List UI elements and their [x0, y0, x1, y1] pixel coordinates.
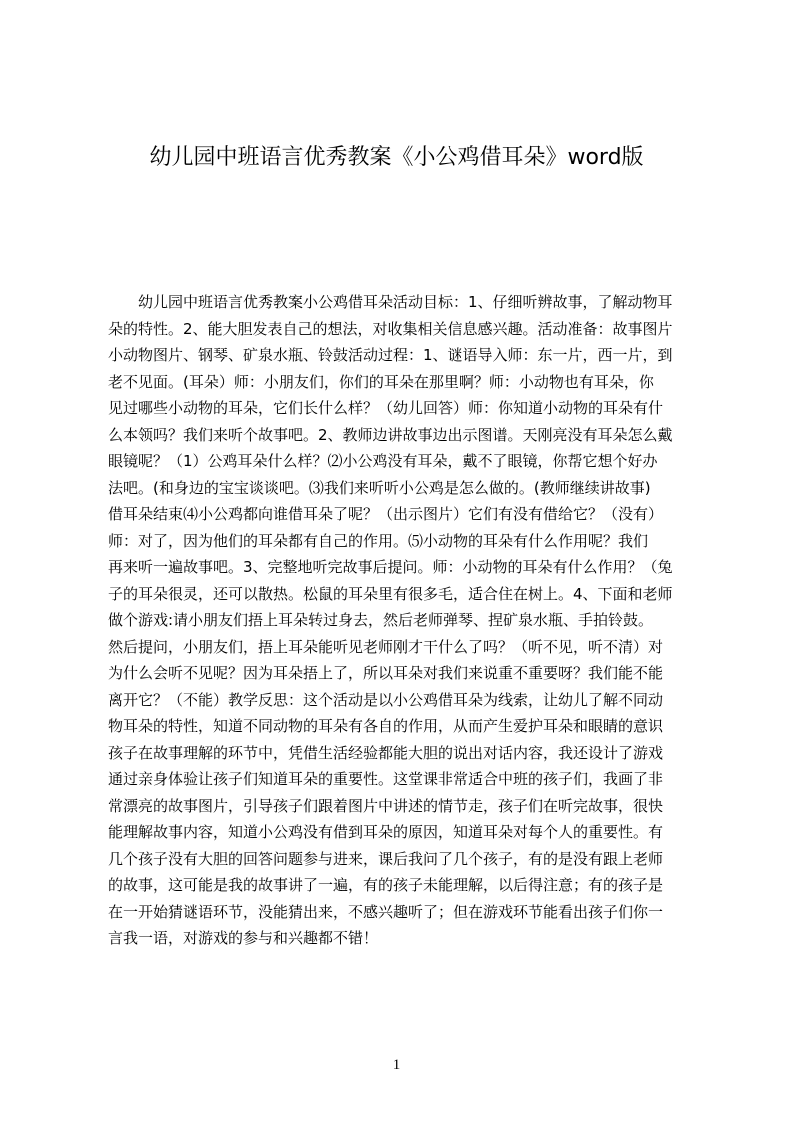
document-title: 幼儿园中班语言优秀教案《小公鸡借耳朵》word版 — [149, 145, 644, 170]
text-line: 子的耳朵很灵，还可以散热。松鼠的耳朵里有很多毛，适合住在树上。4、下面和老师 — [108, 584, 673, 603]
text-line: 么本领吗？我们来听个故事吧。2、教师边讲故事边出示图谱。天刚亮没有耳朵怎么戴 — [108, 425, 673, 444]
text-line: 小动物图片、钢琴、矿泉水瓶、铃鼓活动过程：1、谜语导入师：东一片，西一片，到 — [108, 346, 673, 364]
text-line: 法吧。(和身边的宝宝谈谈吧。⑶我们来听听小公鸡是怎么做的。(教师继续讲故事) — [108, 478, 651, 497]
text-line: 在一开始猜谜语环节，没能猜出来，不感兴趣听了；但在游戏环节能看出孩子们你一 — [108, 902, 664, 921]
text-line: 朵的特性。2、能大胆发表自己的想法，对收集相关信息感兴趣。活动准备：故事图片 — [108, 319, 673, 338]
page-number: 1 — [392, 1057, 401, 1073]
text-line: 借耳朵结束⑷小公鸡都向谁借耳朵了呢？（出示图片）它们有没有借给它？（没有） — [108, 505, 664, 523]
text-line: 见过哪些小动物的耳朵，它们长什么样？（幼儿回答）师：你知道小动物的耳朵有什 — [108, 399, 664, 417]
text-line: 通过亲身体验让孩子们知道耳朵的重要性。这堂课非常适合中班的孩子们，我画了非 — [108, 770, 664, 788]
text-line: 的故事，这可能是我的故事讲了一遍，有的孩子未能理解，以后得注意；有的孩子是 — [108, 876, 664, 894]
text-line: 言我一语，对游戏的参与和兴趣都不错！ — [108, 929, 379, 947]
text-line: 幼儿园中班语言优秀教案小公鸡借耳朵活动目标：1、仔细听辨故事，了解动物耳 — [138, 293, 673, 311]
text-line: 师：对了，因为他们的耳朵都有自己的作用。⑸小动物的耳朵有什么作用呢？我们 — [108, 531, 649, 550]
text-line: 常漂亮的故事图片，引导孩子们跟着图片中讲述的情节走，孩子们在听完故事，很快 — [108, 796, 664, 815]
text-line: 做个游戏:请小朋友们捂上耳朵转过身去，然后老师弹琴、捏矿泉水瓶、手拍铃鼓。 — [108, 611, 654, 629]
text-line: 孩子在故事理解的环节中，凭借生活经验都能大胆的说出对话内容，我还设计了游戏 — [108, 743, 664, 762]
text-line: 老不见面。(耳朵）师：小朋友们，你们的耳朵在那里啊？师：小动物也有耳朵，你 — [108, 372, 654, 391]
text-line: 几个孩子没有大胆的回答问题参与进来，课后我问了几个孩子，有的是没有跟上老师 — [108, 849, 664, 868]
text-line: 眼镜呢？（1）公鸡耳朵什么样？⑵小公鸡没有耳朵，戴不了眼镜，你帮它想个好办 — [108, 452, 658, 470]
text-line: 然后提问，小朋友们，捂上耳朵能听见老师刚才干什么了吗？（听不见，听不清）对 — [108, 637, 664, 656]
text-line: 为什么会听不见呢？因为耳朵捂上了，所以耳朵对我们来说重不重要呀？我们能不能 — [108, 664, 664, 682]
text-line: 离开它？（不能）教学反思：这个活动是以小公鸡借耳朵为线索，让幼儿了解不同动 — [108, 690, 664, 709]
text-line: 物耳朵的特性，知道不同动物的耳朵有各自的作用，从而产生爱护耳朵和眼睛的意识 — [108, 717, 664, 735]
text-line: 能理解故事内容，知道小公鸡没有借到耳朵的原因，知道耳朵对每个人的重要性。有 — [108, 823, 664, 841]
body-paragraph — [108, 289, 700, 959]
text-line: 再来听一遍故事吧。3、完整地听完故事后提问。师：小动物的耳朵有什么作用？（兔 — [108, 558, 673, 576]
